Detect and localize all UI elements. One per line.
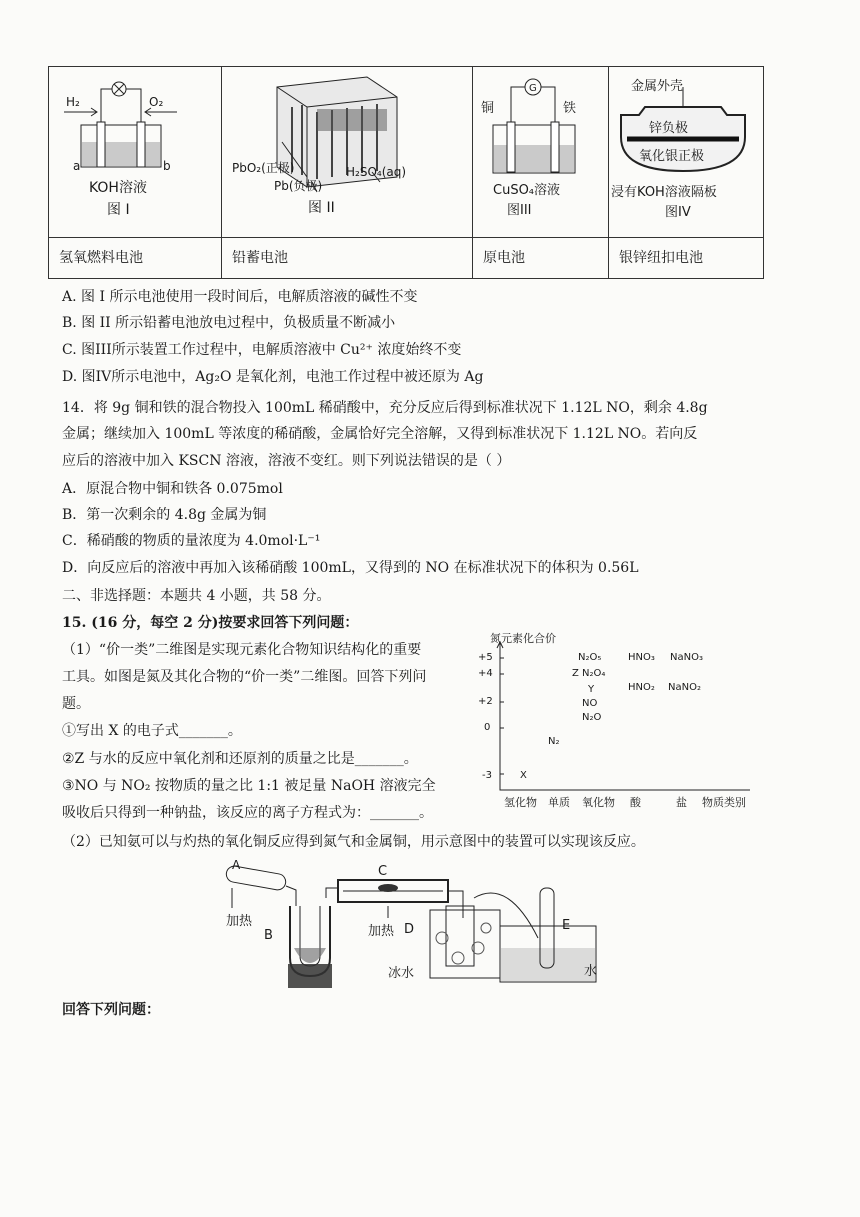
- point-nano2: NaNO₂: [668, 682, 701, 693]
- galvanic-cell-icon: [473, 67, 608, 237]
- point-nano3: NaNO₃: [670, 652, 703, 663]
- label-b: B: [264, 928, 273, 943]
- section-2-heading: 二、非选择题：本题共 4 小题，共 58 分。: [62, 588, 331, 604]
- fig3-cell: [473, 67, 609, 238]
- q15-sub3-line2: 吸收后只得到一种钠盐，该反应的离子方程式为：_______。: [62, 805, 433, 821]
- fig1-diagram: [49, 67, 221, 237]
- ice-water-label: 冰水: [388, 966, 415, 981]
- battery-name-2: 铅蓄电池: [222, 238, 473, 279]
- q14-option-c: C．稀硝酸的物质的量浓度为 4.0mol·L⁻¹: [62, 533, 321, 549]
- q15-sub2: ②Z 与水的反应中氧化剂和还原剂的质量之比是_______。: [62, 751, 418, 767]
- water-label: 水: [584, 964, 598, 979]
- apparatus-drawing: [218, 858, 618, 993]
- lead-acid-battery-icon: [222, 67, 472, 237]
- label-a: A: [232, 858, 241, 872]
- q14-stem-line1: 14．将 9g 铜和铁的混合物投入 100mL 稀硝酸中，充分反应后得到标准状况下 1.12L NO，剩余 4.8g: [62, 400, 708, 416]
- battery-name-4: 银锌纽扣电池: [609, 238, 764, 279]
- point-no: NO: [582, 698, 598, 709]
- electrode-b-label: b: [163, 159, 171, 173]
- q15-part2: （2）已知氨可以与灼热的氧化铜反应得到氮气和金属铜，用示意图中的装置可以实现该反应。: [62, 834, 645, 850]
- hydrogen-fuel-cell-icon: [49, 67, 221, 237]
- xcat-salt: 盐: [676, 796, 687, 809]
- fig2-diagram: [222, 67, 472, 237]
- xcat-oxide: 氧化物: [582, 796, 615, 809]
- ytick-minus3: -3: [482, 770, 492, 781]
- q14-stem-line2: 金属；继续加入 100mL 等浓度的稀硝酸，金属恰好完全溶解，又得到标准状况下 1.12L NO。若向反: [62, 426, 698, 442]
- q14-option-a: A．原混合物中铜和铁各 0.075mol: [62, 481, 283, 497]
- q15-sub1: ①写出 X 的电子式_______。: [62, 723, 242, 739]
- fig3-diagram: [473, 67, 608, 237]
- ytick-plus2: +2: [478, 696, 493, 707]
- fig4-title: 图IV: [665, 205, 691, 220]
- q13-option-b: B. 图 II 所示铅蓄电池放电过程中，负极质量不断减小: [62, 315, 396, 331]
- q13-option-a: A. 图 I 所示电池使用一段时间后，电解质溶液的碱性不变: [62, 289, 418, 305]
- ytick-plus5: +5: [478, 652, 493, 663]
- iron-label: 铁: [563, 101, 577, 116]
- q13-option-d: D. 图IV所示电池中，Ag₂O 是氧化剂，电池工作过程中被还原为 Ag: [62, 369, 484, 385]
- separator-label: 浸有KOH溶液隔板: [611, 185, 717, 200]
- pbo2-label: PbO₂(正极): [232, 161, 295, 175]
- point-y: Y: [588, 684, 595, 695]
- valence-class-chart: [470, 630, 770, 815]
- metal-shell-label: 金属外壳: [631, 79, 684, 94]
- q15-part1-line1: （1）“价一类”二维图是实现元素化合物知识结构化的重要: [62, 642, 422, 658]
- q14-option-b: B．第一次剩余的 4.8g 金属为铜: [62, 507, 267, 523]
- pb-label: Pb(负极): [274, 179, 323, 193]
- xcat-element: 单质: [548, 796, 570, 809]
- electrode-a-label: a: [73, 159, 81, 173]
- battery-name-1: 氢氧燃料电池: [49, 238, 222, 279]
- fig2-cell: [222, 67, 473, 238]
- xcat-acid: 酸: [630, 796, 641, 809]
- chart-ylabel: 氮元素化合价: [490, 632, 556, 645]
- xcat-hydride: 氢化物: [504, 796, 537, 809]
- copper-label: 铜: [481, 101, 495, 116]
- point-x: X: [520, 770, 527, 781]
- point-n2o5: N₂O₅: [578, 652, 602, 663]
- ytick-zero: 0: [484, 722, 491, 733]
- heat-label-2: 加热: [368, 924, 395, 939]
- point-z-n2o4: Z N₂O₄: [572, 668, 606, 679]
- fig4-diagram: [609, 67, 763, 237]
- label-e: E: [562, 918, 571, 933]
- q13-option-c: C. 图III所示装置工作过程中，电解质溶液中 Cu²⁺ 浓度始终不变: [62, 342, 462, 358]
- galvanometer-label: G: [529, 83, 537, 94]
- point-n2o: N₂O: [582, 712, 602, 723]
- h2-label: H₂: [66, 95, 80, 109]
- h2so4-label: H₂SO₄(aq): [346, 165, 407, 179]
- point-n2: N₂: [548, 736, 560, 747]
- point-hno3: HNO₃: [628, 652, 655, 663]
- q15-part1-line2: 工具。如图是氮及其化合物的“价一类”二维图。回答下列问: [62, 669, 427, 685]
- q15-sub3-line1: ③NO 与 NO₂ 按物质的量之比 1:1 被足量 NaOH 溶液完全: [62, 778, 436, 794]
- q14-option-d: D．向反应后的溶液中再加入该稀硝酸 100mL，又得到的 NO 在标准状况下的体积为 0.56L: [62, 560, 639, 576]
- answer-prompt: 回答下列问题：: [62, 1002, 160, 1018]
- ytick-plus4: +4: [478, 668, 493, 679]
- chart-xlabel: 物质类别: [702, 796, 746, 809]
- point-hno2: HNO₂: [628, 682, 655, 693]
- fig3-title: 图III: [507, 203, 532, 218]
- q15-part1-line3: 题。: [62, 696, 90, 712]
- label-d: D: [404, 922, 415, 937]
- heat-label-1: 加热: [226, 914, 253, 929]
- koh-solution-label: KOH溶液: [89, 180, 147, 196]
- battery-figures-table: [48, 66, 764, 279]
- fig2-title: 图 II: [308, 200, 335, 216]
- battery-name-3: 原电池: [473, 238, 609, 279]
- cuso4-label: CuSO₄溶液: [493, 183, 561, 198]
- silver-oxide-positive-label: 氧化银正极: [639, 149, 705, 164]
- zinc-negative-label: 锌负极: [649, 121, 689, 136]
- label-c: C: [378, 864, 388, 879]
- valence-chart-axes: [470, 630, 770, 815]
- q15-header: 15. (16 分，每空 2 分)按要求回答下列问题：: [62, 615, 359, 631]
- o2-label: O₂: [149, 95, 164, 109]
- fig1-cell: [49, 67, 222, 238]
- fig4-cell: [609, 67, 764, 238]
- fig1-title: 图 I: [107, 202, 130, 218]
- q14-stem-line3: 应后的溶液中加入 KSCN 溶液，溶液不变红。则下列说法错误的是（ ）: [62, 453, 511, 469]
- apparatus-diagram: [218, 858, 618, 993]
